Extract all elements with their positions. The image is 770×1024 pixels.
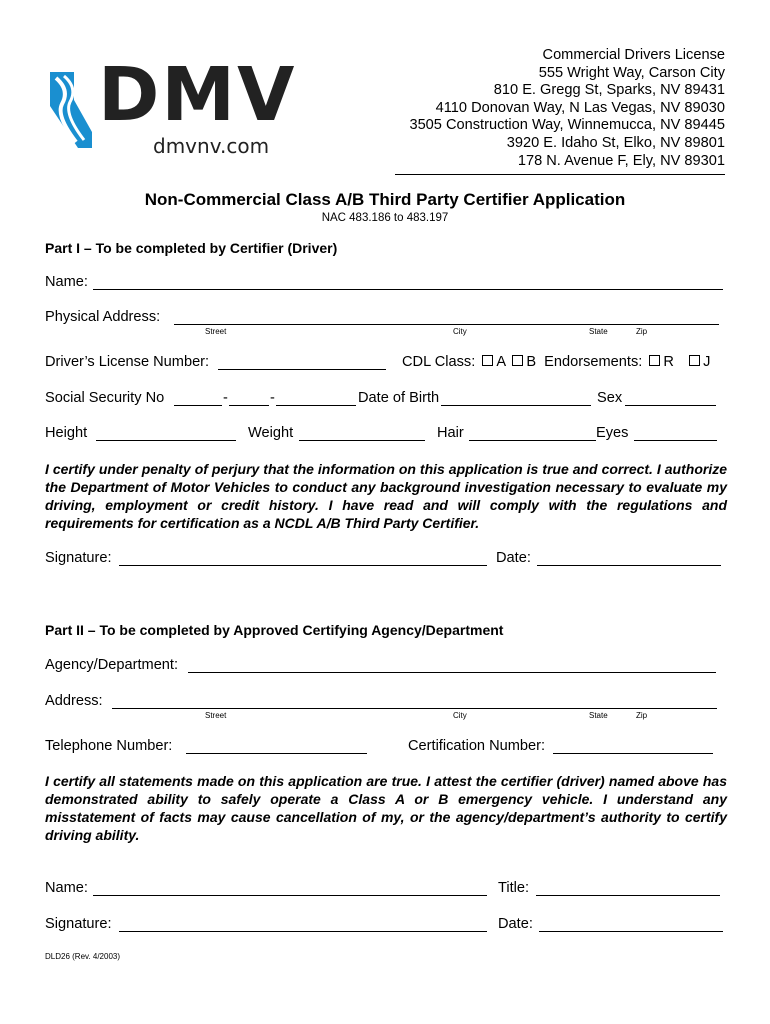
agency-label: Agency/Department:: [45, 657, 179, 673]
agency-title-label: Title:: [498, 880, 530, 896]
name-label: Name:: [45, 274, 88, 290]
driver-date-label: Date:: [496, 550, 531, 566]
dob-label: Date of Birth: [358, 390, 440, 406]
cdl-class-group: [402, 354, 710, 370]
drivers-license-label: Driver’s License Number:: [45, 354, 210, 370]
eyes-field[interactable]: [634, 440, 717, 441]
endorsement-j-checkbox[interactable]: [689, 355, 700, 366]
agency-address-field[interactable]: [112, 708, 717, 709]
state-caption: State: [589, 711, 608, 720]
agency-title-field[interactable]: [536, 895, 720, 896]
agency-name-field[interactable]: [93, 895, 487, 896]
eyes-label: Eyes: [596, 425, 629, 441]
ssn-dash: -: [223, 390, 228, 406]
sex-label: Sex: [597, 390, 623, 406]
agency-name-label: Name:: [45, 880, 88, 896]
class-a-label: A: [496, 354, 506, 370]
certification-number-label: Certification Number:: [408, 738, 546, 754]
city-caption: City: [453, 711, 467, 720]
state-caption: State: [589, 327, 608, 336]
address-line: 4110 Donovan Way, N Las Vegas, NV 89030: [435, 99, 725, 116]
address-line: 810 E. Gregg St, Sparks, NV 89431: [493, 82, 725, 99]
agency-signature-label: Signature:: [45, 916, 112, 932]
ssn-field-1[interactable]: [174, 405, 222, 406]
hair-label: Hair: [437, 425, 464, 441]
drivers-license-field[interactable]: [218, 369, 386, 370]
class-b-checkbox[interactable]: [512, 355, 523, 366]
physical-address-label: Physical Address:: [45, 309, 161, 325]
city-caption: City: [453, 327, 467, 336]
telephone-field[interactable]: [186, 753, 367, 754]
physical-address-field[interactable]: [174, 324, 719, 325]
weight-field[interactable]: [299, 440, 425, 441]
agency-signature-field[interactable]: [119, 931, 487, 932]
header-divider: [395, 174, 725, 175]
address-line: Commercial Drivers License: [542, 47, 725, 63]
name-field[interactable]: [93, 289, 723, 290]
endorsement-r-label: R: [663, 354, 674, 370]
telephone-label: Telephone Number:: [45, 738, 173, 754]
driver-certification-statement: I certify under penalty of perjury that the information on this application is true and correct. I authorize the Department of Motor Vehicles to conduct any background investigation necessary to evaluate my driving, employment or credit history. I have read and will comply with the regulations and requirements for certification as a NCDL A/B Third Party Certifier.: [45, 461, 727, 531]
agency-address-label: Address:: [45, 693, 103, 709]
office-addresses: [409, 47, 725, 170]
ssn-field-2[interactable]: [229, 405, 269, 406]
sex-field[interactable]: [625, 405, 716, 406]
ssn-field-3[interactable]: [276, 405, 356, 406]
ssn-dash: -: [270, 390, 275, 406]
agency-date-field[interactable]: [539, 931, 723, 932]
zip-caption: Zip: [636, 711, 648, 720]
form-title: Non-Commercial Class A/B Third Party Certifier Application: [144, 190, 626, 209]
dmv-wordmark: DMV: [98, 52, 297, 138]
form-revision: DLD26 (Rev. 4/2003): [45, 952, 120, 961]
address-line: 555 Wright Way, Carson City: [538, 64, 725, 81]
street-caption: Street: [205, 711, 227, 720]
endorsement-j-label: J: [703, 354, 711, 370]
cdl-class-label: CDL Class:: [402, 354, 476, 370]
class-a-checkbox[interactable]: [482, 355, 493, 366]
part2-heading: Part II – To be completed by Approved Certifying Agency/Department: [45, 622, 504, 638]
form-subtitle: NAC 483.186 to 483.197: [321, 212, 449, 224]
driver-date-field[interactable]: [537, 565, 721, 566]
driver-signature-label: Signature:: [45, 550, 112, 566]
driver-signature-field[interactable]: [119, 565, 487, 566]
agency-field[interactable]: [188, 672, 716, 673]
part1-heading: Part I – To be completed by Certifier (Driver): [45, 240, 338, 256]
agency-date-label: Date:: [498, 916, 533, 932]
dmv-logo: [48, 52, 328, 162]
hair-field[interactable]: [469, 440, 596, 441]
dmv-url: dmvnv.com: [153, 134, 270, 158]
address-line: 178 N. Avenue F, Ely, NV 89301: [517, 152, 725, 169]
certification-number-field[interactable]: [553, 753, 713, 754]
endorsement-r-checkbox[interactable]: [649, 355, 660, 366]
nevada-road-icon: [48, 70, 94, 150]
endorsements-label: Endorsements:: [544, 354, 643, 370]
ssn-label: Social Security No: [45, 390, 165, 406]
zip-caption: Zip: [636, 327, 648, 336]
address-line: 3920 E. Idaho St, Elko, NV 89801: [506, 134, 725, 151]
weight-label: Weight: [248, 425, 294, 441]
height-label: Height: [45, 425, 88, 441]
street-caption: Street: [205, 327, 227, 336]
agency-certification-statement: I certify all statements made on this application are true. I attest the certifier (driver) named above has demonstrated ability to safely operate a Class A or B emergency vehicle. I understand any misstatement of facts may cause cancellation of my, or the agency/department’s authority to certify driving ability.: [45, 773, 727, 843]
height-field[interactable]: [96, 440, 236, 441]
dob-field[interactable]: [441, 405, 591, 406]
address-line: 3505 Construction Way, Winnemucca, NV 89445: [409, 117, 725, 134]
class-b-label: B: [526, 354, 537, 370]
